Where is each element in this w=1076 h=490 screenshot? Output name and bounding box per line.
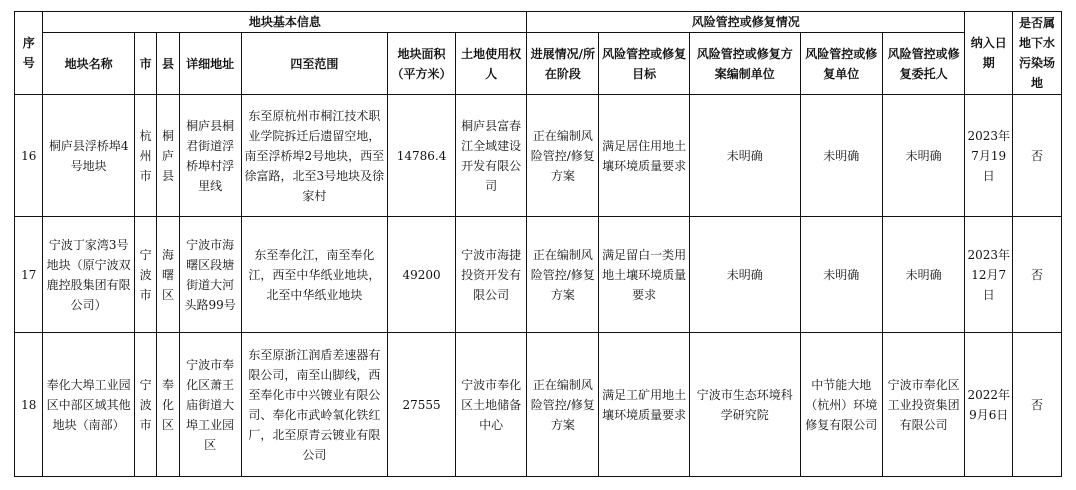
cell-owner: 宁波市海捷投资开发有限公司 <box>456 217 527 333</box>
cell-owner: 宁波市奉化区土地储备中心 <box>456 333 527 477</box>
cell-plan-unit: 未明确 <box>689 95 800 217</box>
header-groundwater: 是否属地下水污染场地 <box>1013 12 1062 95</box>
header-repair-unit: 风险管控或修复单位 <box>800 33 882 95</box>
cell-boundary: 东至奉化江，南至奉化江，西至中华纸业地块，北至中华纸业地块 <box>241 217 387 333</box>
cell-client: 未明确 <box>882 95 964 217</box>
cell-client: 宁波市奉化区工业投资集团有限公司 <box>882 333 964 477</box>
cell-name: 奉化大埠工业园区中部区域其他地块（南部） <box>43 333 134 477</box>
cell-boundary: 东至原浙江润盾差速器有限公司，南至山脚线，西至奉化市中兴镀业有限公司、奉化市武岭氧化铁红厂，北至原青云镀业有限公司 <box>241 333 387 477</box>
header-target: 风险管控或修复目标 <box>599 33 689 95</box>
cell-address: 宁波市海曙区段塘街道大河头路99号 <box>179 217 241 333</box>
header-owner: 土地使用权人 <box>456 33 527 95</box>
cell-repair-unit: 中节能大地（杭州）环境修复有限公司 <box>800 333 882 477</box>
cell-address: 桐庐县桐君街道浮桥埠村浮里线 <box>179 95 241 217</box>
cell-progress: 正在编制风险管控/修复方案 <box>527 95 599 217</box>
header-progress: 进展情况/所在阶段 <box>527 33 599 95</box>
cell-area: 14786.4 <box>388 95 456 217</box>
header-basic-info: 地块基本信息 <box>43 12 527 33</box>
cell-date: 2022年9月6日 <box>965 333 1013 477</box>
cell-city: 宁波市 <box>134 217 156 333</box>
cell-boundary: 东至原杭州市桐江技术职业学院拆迁后遗留空地，南至浮桥埠2号地块，西至徐富路，北至3号地块及徐家村 <box>241 95 387 217</box>
header-include-date: 纳入日期 <box>965 12 1013 95</box>
cell-city: 宁波市 <box>134 333 156 477</box>
cell-plan-unit: 未明确 <box>689 217 800 333</box>
header-county: 县 <box>157 33 179 95</box>
cell-target: 满足工矿用地土壤环境质量要求 <box>599 333 689 477</box>
cell-seq: 17 <box>15 217 43 333</box>
cell-seq: 16 <box>15 95 43 217</box>
cell-address: 宁波市奉化区萧王庙街道大埠工业园区 <box>179 333 241 477</box>
cell-area: 27555 <box>388 333 456 477</box>
land-table-container <box>14 11 1062 477</box>
header-column-row <box>15 33 1062 95</box>
header-client: 风险管控或修复委托人 <box>882 33 964 95</box>
cell-progress: 正在编制风险管控/修复方案 <box>527 217 599 333</box>
cell-groundwater: 否 <box>1013 217 1062 333</box>
header-risk-control: 风险管控或修复情况 <box>527 12 965 33</box>
cell-groundwater: 否 <box>1013 333 1062 477</box>
cell-plan-unit: 宁波市生态环境科学研究院 <box>689 333 800 477</box>
cell-county: 海曙区 <box>157 217 179 333</box>
header-group-row <box>15 12 1062 33</box>
header-seq: 序号 <box>15 12 43 95</box>
cell-groundwater: 否 <box>1013 95 1062 217</box>
table-row <box>15 333 1062 477</box>
cell-date: 2023年7月19日 <box>965 95 1013 217</box>
cell-county: 桐庐县 <box>157 95 179 217</box>
cell-area: 49200 <box>388 217 456 333</box>
cell-seq: 18 <box>15 333 43 477</box>
header-name: 地块名称 <box>43 33 134 95</box>
cell-owner: 桐庐县富春江全域建设开发有限公司 <box>456 95 527 217</box>
cell-repair-unit: 未明确 <box>800 95 882 217</box>
cell-progress: 正在编制风险管控/修复方案 <box>527 333 599 477</box>
cell-name: 桐庐县浮桥埠4号地块 <box>43 95 134 217</box>
cell-repair-unit: 未明确 <box>800 217 882 333</box>
cell-city: 杭州市 <box>134 95 156 217</box>
header-area: 地块面积（平方米） <box>388 33 456 95</box>
cell-target: 满足留白一类用地土壤环境质量要求 <box>599 217 689 333</box>
header-boundary: 四至范围 <box>241 33 387 95</box>
cell-target: 满足居住用地土壤环境质量要求 <box>599 95 689 217</box>
cell-client: 未明确 <box>882 217 964 333</box>
cell-date: 2023年12月7日 <box>965 217 1013 333</box>
cell-county: 奉化区 <box>157 333 179 477</box>
header-city: 市 <box>134 33 156 95</box>
table-row <box>15 217 1062 333</box>
table-row <box>15 95 1062 217</box>
land-parcel-table <box>14 11 1062 477</box>
header-plan-unit: 风险管控或修复方案编制单位 <box>689 33 800 95</box>
header-address: 详细地址 <box>179 33 241 95</box>
cell-name: 宁波丁家湾3号地块（原宁波双鹿控股集团有限公司） <box>43 217 134 333</box>
